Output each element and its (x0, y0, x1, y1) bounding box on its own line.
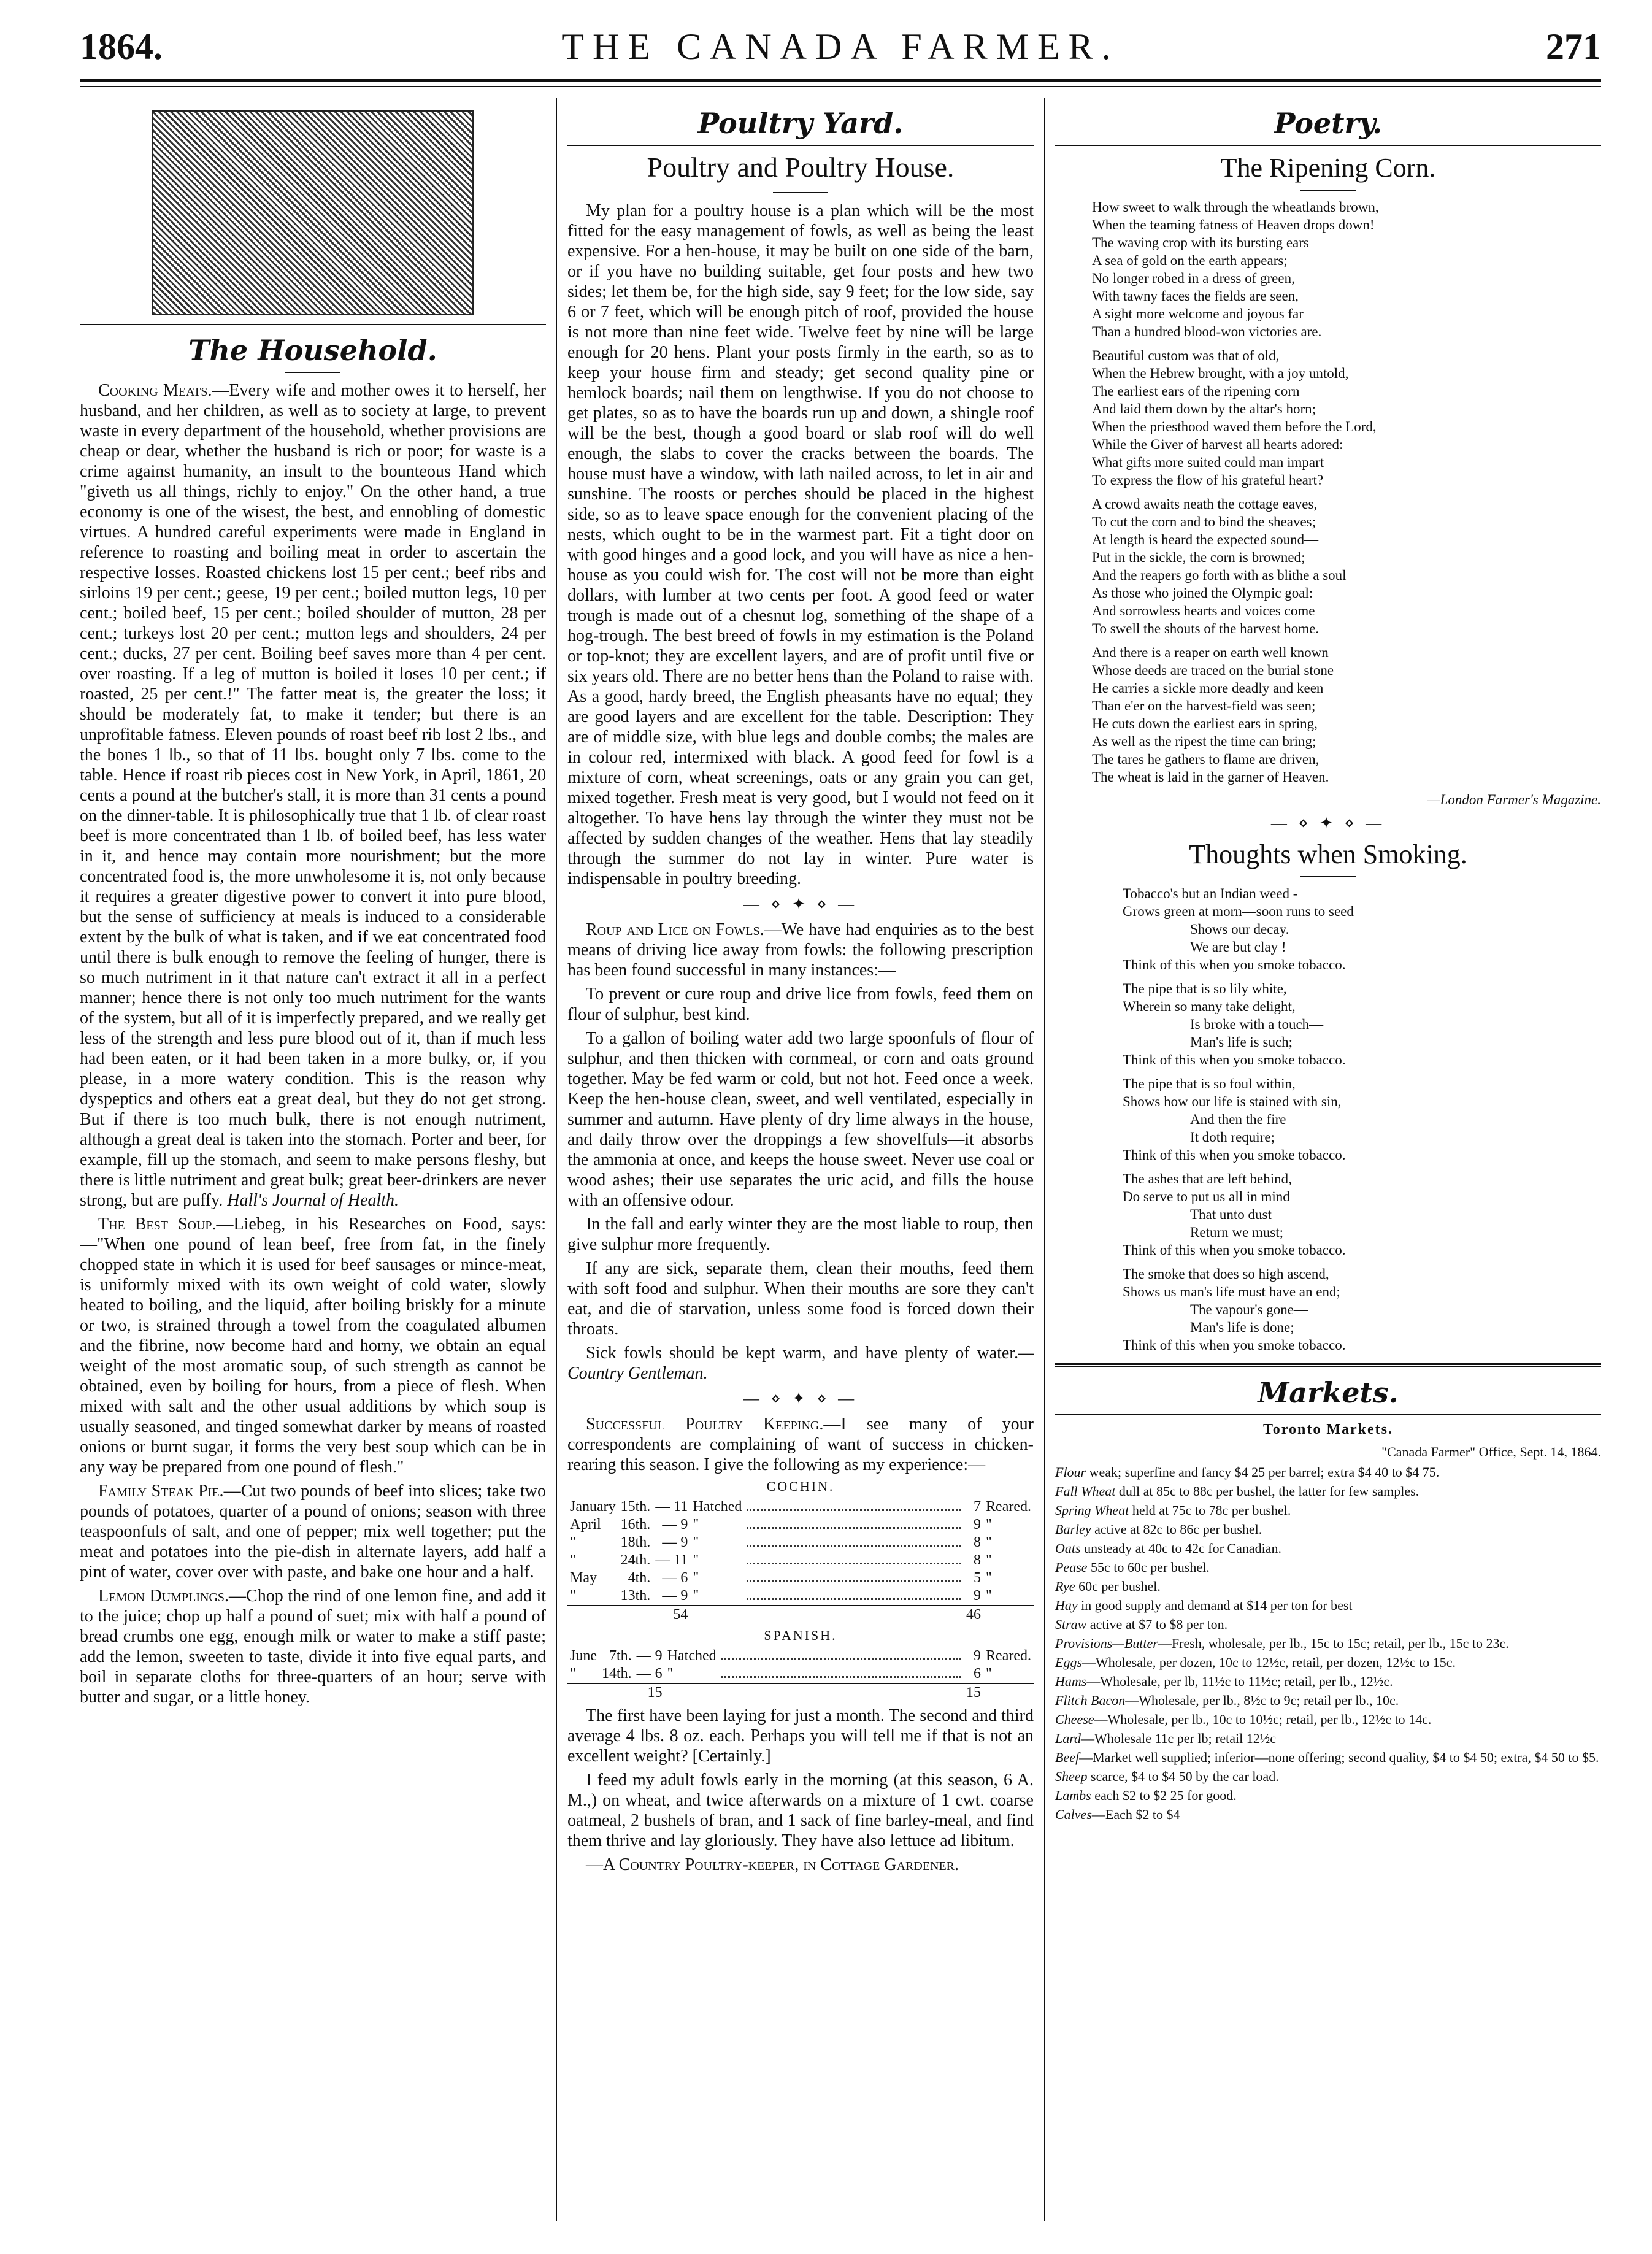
poem-line: That unto dust (1190, 1207, 1272, 1222)
household-woodcut-illustration (152, 110, 474, 315)
article-lead: The Best Soup. (98, 1215, 217, 1234)
section-rule (1055, 1414, 1601, 1415)
cell-hatched-count: — 6 (662, 1570, 688, 1586)
poem-line: And the reapers go forth with as blithe a soul (1092, 567, 1347, 583)
market-text: —Market well supplied; inferior—none offering; second quality, $4 to $4 50; extra, $4 50 to $5. (1079, 1750, 1599, 1765)
cell-month: January (570, 1499, 616, 1515)
cell-day: 4th. (628, 1570, 651, 1586)
cell-hatched-count: — 9 (636, 1648, 663, 1664)
market-entry (1055, 1768, 1601, 1785)
market-entry (1055, 1578, 1601, 1594)
dot-leader (747, 1535, 961, 1547)
section-rule (1055, 145, 1601, 146)
article-paragraph: If any are sick, separate them, clean their mouths, feed them with soft food and sulphur. When their mouths are sore they can't eat, and die of starvation, unless some food is forced down their throats. (567, 1259, 1034, 1339)
market-entry (1055, 1711, 1601, 1728)
cell-hatched-word: " (693, 1517, 699, 1533)
cell-month: May (570, 1570, 597, 1586)
poem-line: The wheat is laid in the garner of Heaven. (1092, 769, 1329, 785)
poem-line: Grows green at morn—soon runs to seed (1123, 904, 1354, 919)
cell-total-hatched: 54 (673, 1607, 688, 1623)
cell-day: 14th. (602, 1666, 632, 1682)
market-text: active at $7 to $8 per ton. (1086, 1617, 1228, 1632)
poem-line: Is broke with a touch— (1190, 1017, 1324, 1032)
heading-rule (1300, 876, 1356, 877)
poem-line: The smoke that does so high ascend, (1123, 1266, 1329, 1282)
table-row (567, 1498, 1034, 1516)
cell-leader (744, 1587, 964, 1606)
market-text: unsteady at 40c to 42c for Canadian. (1080, 1540, 1282, 1556)
market-entry (1055, 1483, 1601, 1499)
section-heading-markets: Markets. (1258, 1376, 1399, 1409)
poem-line: Return we must; (1190, 1225, 1284, 1240)
cell-hatched-count: — 9 (662, 1534, 688, 1550)
article-text: —Cut two pounds of beef into slices; take two pounds of potatoes, quarter of a pound of onions; season with three teaspoonfuls of salt, and one of pepper; mix well together; put the meat and potatoes into the pie-dish in alternate layers, add half a pint of water, cover over with paste, and bake one hour and a half. (80, 1482, 546, 1582)
poem-line: The ashes that are left behind, (1123, 1171, 1292, 1187)
cell-day: 24th. (620, 1552, 651, 1568)
heading-rule (773, 192, 828, 193)
poem-stanza (1092, 198, 1601, 340)
cell-hatched-count: — 11 (655, 1499, 688, 1515)
cell-month: " (570, 1552, 576, 1568)
article-paragraph: To prevent or cure roup and drive lice from fowls, feed them on flour of sulphur, best kind. (567, 985, 1034, 1024)
cell-reared-word: " (986, 1666, 992, 1682)
cell-empty (567, 1683, 599, 1702)
poem-line: When the Hebrew brought, with a joy untold, (1092, 366, 1349, 381)
article-lead: Roup and Lice on Fowls. (586, 920, 764, 939)
page-number: 271 (1546, 26, 1601, 67)
market-entry (1055, 1730, 1601, 1747)
article-lead: Cooking Meats. (98, 381, 212, 400)
cell-day: 16th. (620, 1517, 651, 1533)
market-entry (1055, 1806, 1601, 1823)
column-poetry-markets (1055, 98, 1601, 2221)
poem-ripening-corn (1055, 198, 1601, 786)
masthead-year: 1864. (80, 26, 163, 67)
market-text: dull at 85c to 88c per bushel, the latter for few samples. (1115, 1483, 1420, 1499)
poem-line: Shows how our life is stained with sin, (1123, 1094, 1342, 1109)
cell-hatched-word: " (667, 1666, 674, 1682)
table-row (567, 1587, 1034, 1606)
poem-line: Shows us man's life must have an end; (1123, 1284, 1340, 1299)
masthead (80, 26, 1601, 81)
cell-reared-count: 6 (974, 1666, 982, 1682)
heading-rule (1300, 190, 1356, 191)
market-text: 55c to 60c per bushel. (1087, 1560, 1210, 1575)
poem-line: Than a hundred blood-won victories are. (1092, 324, 1322, 339)
poem-stanza (1123, 885, 1601, 974)
poem-line: No longer robed in a dress of green, (1092, 271, 1295, 286)
market-entry (1055, 1673, 1601, 1690)
market-text: held at 75c to 78c per bushel. (1129, 1502, 1291, 1518)
market-item: Calves (1055, 1807, 1092, 1822)
column-poultry (567, 98, 1034, 2221)
cell-hatched-word: " (693, 1588, 699, 1604)
market-entry (1055, 1464, 1601, 1480)
cell-leader (744, 1552, 964, 1569)
table-row (567, 1665, 1034, 1683)
poem-line: How sweet to walk through the wheatlands brown, (1092, 199, 1379, 215)
cell-hatched-word: " (693, 1552, 699, 1568)
cell-leader (744, 1516, 964, 1534)
cell-hatched-word: " (693, 1534, 699, 1550)
ornament-divider: — ⋄ ✦ ⋄ — (743, 1390, 858, 1407)
cell-empty (599, 1683, 634, 1702)
poem-line: When the teaming fatness of Heaven drops down! (1092, 217, 1375, 233)
poem-line: Wherein so many take delight, (1123, 999, 1296, 1014)
market-text: in good supply and demand at $14 per ton for best (1077, 1598, 1353, 1613)
article-lead: Successful Poultry Keeping. (586, 1415, 824, 1434)
poem-title: Thoughts when Smoking. (1189, 839, 1467, 869)
poem-line: He carries a sickle more deadly and keen (1092, 680, 1324, 696)
poem-line: The waving crop with its bursting ears (1092, 235, 1309, 250)
article-paragraph (80, 1214, 546, 1477)
poem-line: And laid them down by the altar's horn; (1092, 401, 1316, 417)
table-row (567, 1552, 1034, 1569)
poem-line: Think of this when you smoke tobacco. (1123, 957, 1346, 972)
cell-leader (744, 1534, 964, 1552)
cell-total-reared: 15 (966, 1685, 982, 1701)
section-heading-household: The Household. (188, 334, 437, 367)
cochin-table (567, 1498, 1034, 1624)
market-entry (1055, 1616, 1601, 1633)
market-item: Oats (1055, 1540, 1081, 1556)
market-entry (1055, 1654, 1601, 1671)
cell-reared-word: " (986, 1517, 992, 1533)
market-item: Flitch Bacon (1055, 1693, 1126, 1708)
article-lead: Family Steak Pie. (98, 1482, 224, 1501)
article-title: Poultry and Poultry House. (647, 152, 955, 183)
cell-reared-word: " (986, 1570, 992, 1586)
market-item: Hay (1055, 1598, 1078, 1613)
poem-line: The earliest ears of the ripening corn (1092, 383, 1300, 399)
heading-rule (285, 372, 340, 373)
market-item: Cheese (1055, 1712, 1094, 1727)
cell-leader (719, 1665, 964, 1683)
poem-line: Put in the sickle, the corn is browned; (1092, 550, 1305, 565)
poem-line: The tares he gathers to flame are driven, (1092, 752, 1320, 767)
article-paragraph (567, 1343, 1034, 1383)
poem-stanza (1092, 644, 1601, 786)
article-text: —Liebeg, in his Researches on Food, says:—"When one pound of lean beef, free from fat, in the finely chopped state in which it is used for beef sausages or mince-meat, is uniformly mixed with its own weight of cold water, slowly heated to boiling, and the liquid, after boiling briskly for a minute or two, is strained through a towel from the coagulated albumen and the fibrine, now become hard and horny, we obtain an equal weight of the most aromatic soup, of such strength as cannot be obtained, even by boiling for hours, from a piece of flesh. When mixed with salt and the other usual additions by which soup is usually seasoned, and tinged somewhat darker by means of roasted onions or burnt sugar, it forms the very best soup which can be in any way be prepared from one pound of flesh." (80, 1215, 546, 1477)
ornament-divider: — ⋄ ✦ ⋄ — (1270, 814, 1386, 832)
cell-empty (983, 1606, 1034, 1624)
cell-reared-count: 5 (974, 1570, 982, 1586)
section-rule (1055, 1363, 1601, 1365)
poem-stanza (1123, 1075, 1601, 1164)
market-text: active at 82c to 86c per bushel. (1091, 1521, 1262, 1537)
cell-total-reared: 46 (966, 1607, 982, 1623)
article-paragraph (80, 380, 546, 1210)
market-item: Pease (1055, 1560, 1088, 1575)
market-item: Sheep (1055, 1769, 1088, 1784)
market-text: —Wholesale, per lb., 8½c to 9c; retail per lb., 10c. (1125, 1693, 1399, 1708)
poem-line: A sea of gold on the earth appears; (1092, 253, 1288, 268)
market-item: Lambs (1055, 1788, 1091, 1803)
article-paragraph (567, 920, 1034, 980)
section-rule (80, 324, 546, 325)
cell-month: June (570, 1648, 597, 1664)
poem-line: The pipe that is so lily white, (1123, 981, 1287, 996)
cell-reared-count: 9 (974, 1588, 982, 1604)
poem-line: As well as the ripest the time can bring; (1092, 734, 1316, 749)
market-item: Lard (1055, 1731, 1081, 1746)
poem-line: While the Giver of harvest all hearts adored: (1092, 437, 1343, 452)
article-lead: Lemon Dumplings. (98, 1587, 229, 1606)
market-item: Provisions—Butter (1055, 1636, 1158, 1651)
market-entry (1055, 1635, 1601, 1652)
column-divider (556, 98, 557, 2221)
cell-reared-word: Reared. (986, 1499, 1031, 1515)
markets-dateline: "Canada Farmer" Office, Sept. 14, 1864. (1381, 1444, 1601, 1460)
market-text: each $2 to $2 25 for good. (1091, 1788, 1237, 1803)
cell-hatched-count: — 6 (636, 1666, 663, 1682)
poem-line: We are but clay ! (1190, 939, 1286, 955)
article-paragraph: In the fall and early winter they are the most liable to roup, then give sulphur more frequently. (567, 1215, 1034, 1254)
article-paragraph: My plan for a poultry house is a plan which will be the most fitted for the easy management of fowls, as well as being the least expensive. For a hen-house, it may be built on one side of the barn, or if you have no building suitable, get four posts and hew two sides; let them be, for the high side, say 9 feet; for the low side, say 6 or 7 feet, which will be enough pitch of roof, provided the house is not more than nine feet wide. Twelve feet by nine will be large enough for 20 hens. Plant your posts firmly in the earth, so as to keep your house firm and steady; get second quality pine or hemlock boards; nail them on lengthwise. If you do not choose to get plates, so as to have the boards run up and down, a shingle roof will be the best, though a good board or slab roof will do well enough, the slabs to cover the cracks between the boards. The house must have a window, with lath nailed across, to let in air and sunshine. The roosts or perches should be placed in the highest side, so as to leave space enough for the convenient placing of the nests, which ought to be in the warmest part. Fit a tight door on with good hinges and a good lock, and you will have as nice a hen-house as you could wish for. The cost will not be more than eight dollars, with lumber at two cents per foot. A good feed or water trough is made out of a chesnut log, something of the shape of a hog-trough. The best breed of fowls in my estimation is the Poland or top-knot; they are excellent layers, and are of profit until five or six years old. There are no better hens than the Poland to raise with. As a good, hardy breed, the English pheasants have no equal; they are good layers and are excellent for the table. Description: They are of middle size, with blue legs and double combs; the males are in colour red, intermixed with black. A good feed for fowl is a mixture of corn, wheat screenings, oats or any grain you can get, mixed together. Fresh meat is very good, but I would not feed on it altogether. To have hens lay through the winter they must not be affected by sudden changes of the weather. Hens that lay steadily through the summer do not lay in winter. Pure water is indispensable in poultry breeding. (567, 201, 1034, 888)
market-entry (1055, 1597, 1601, 1614)
article-paragraph (567, 1414, 1034, 1475)
article-text: —Every wife and mother owes it to herself, her husband, and her children, as well as to society at large, to prevent waste in every department of the household, whether provisions are cheap or dear, whether the husband is rich or poor; for waste is a crime against humanity, an insult to the bounteous Hand which "giveth us all things, richly to enjoy." On the other hand, a true economy is one of the wisest, the best, and ennobling of domestic virtues. A hundred careful experiments were made in England in reference to roasting and boiling meat in order to ascertain the respective losses. Roasted chickens lost 15 per cent.; beef ribs and sirloins 19 per cent.; geese, 19 per cent.; boiled mutton legs, 10 per cent.; boiled beef, 15 per cent.; boiled shoulder of mutton, 28 per cent.; turkeys lost 20 per cent.; mutton legs and shoulders, 24 per cent.; ducks, 27 per cent. Boiling beef saves more than 4 per cent. over roasting. If a leg of mutton is boiled it loses 10 per cent.; if roasted, 25 per cent.!" The fatter meat is, the greater the loss; it should be moderately fat, to make it tender; but there is an unprofitable fatness. Eleven pounds of roast beef rib lost 2 lbs., and the bones 1 lb., so that of 11 lbs. bought only 7 lbs. come to the table. Hence if roast rib pieces cost in New York, in April, 1861, 20 cents a pound at the butcher's stall, it is more than 31 cents a pound on the dinner-table. It is philosophically true that 1 lb. of clear roast beef is more concentrated than 1 lb. of boiled beef, has less water in it, and hence may contain more nourishment; but the more concentrated food is, the more unwholesome it is, not only because it requires a greater digestive power to convert it into pure blood, but the sense of sufficiency at meals is induced to a considerable extent by the bulk of what is taken, and if we eat concentrated food until there is bulk enough to remove the feeling of hunger, there is so much nutriment in it that nature can't extract it all in a perfect manner; hence there is not only too much nutriment for the wants of the system, but all of it is imperfectly prepared, and we really get less of the strength and less pure blood out of it, than if much less had been eaten, or it had been taken in a more bulky, or, if you please, in a more watery condition. This is the reason why dyspeptics and others eat a great deal, but they do not get strong. But if there is too much bulk, there is not enough nutriment, although a great deal is taken into the stomach. Porter and beer, for example, fill up the stomach, and seem to make persons fleshy, but there is little nutriment and great bulk; great beer-drinkers are never strong, but are puffy. (80, 381, 546, 1210)
market-reports (1055, 1464, 1601, 1823)
poem-line: Man's life is done; (1190, 1320, 1294, 1335)
section-rule (567, 145, 1034, 146)
cell-reared-word: Reared. (986, 1648, 1031, 1664)
cell-day: 13th. (620, 1588, 651, 1604)
ornament-divider: — ⋄ ✦ ⋄ — (743, 895, 858, 913)
cell-hatched-word: Hatched (667, 1648, 717, 1664)
market-text: —Each $2 to $4 (1091, 1807, 1180, 1822)
article-paragraph (80, 1481, 546, 1582)
household-articles (80, 380, 546, 1707)
cell-total-hatched: 15 (647, 1685, 663, 1701)
poem-credit: —London Farmer's Magazine. (1427, 792, 1601, 807)
poem-line: It doth require; (1190, 1129, 1275, 1145)
market-item: Spring Wheat (1055, 1502, 1129, 1518)
poem-title: The Ripening Corn. (1220, 153, 1436, 183)
cell-reared-count: 9 (974, 1648, 982, 1664)
poem-line: Tobacco's but an Indian weed - (1123, 886, 1298, 901)
poem-line: Shows our decay. (1190, 921, 1289, 937)
cell-empty (690, 1606, 744, 1624)
citation: —A Country Poultry-keeper, in Cottage Gardener. (586, 1855, 959, 1874)
market-item: Rye (1055, 1579, 1075, 1594)
poem-thoughts-when-smoking (1055, 885, 1601, 1354)
market-text: scarce, $4 to $4 50 by the car load. (1087, 1769, 1279, 1784)
cell-hatched-word: Hatched (693, 1499, 742, 1515)
masthead-rule (80, 79, 1601, 82)
market-entry (1055, 1787, 1601, 1804)
market-text: —Wholesale, per lb, 11½c to 11½c; retail, per lb., 12½c. (1086, 1674, 1393, 1689)
cell-reared-count: 7 (974, 1499, 982, 1515)
masthead-title: THE CANADA FARMER. (561, 26, 1120, 67)
cell-empty (983, 1683, 1034, 1702)
poem-stanza (1092, 495, 1601, 637)
dot-leader (747, 1499, 961, 1511)
market-item: Barley (1055, 1521, 1091, 1537)
cell-reared-count: 9 (974, 1517, 982, 1533)
breed-label-cochin: COCHIN. (766, 1479, 835, 1494)
market-text: weak; superfine and fancy $4 25 per barrel; extra $4 40 to $4 75. (1086, 1464, 1440, 1480)
masthead-rule-thin (80, 86, 1601, 87)
poem-line: He cuts down the earliest ears in spring, (1092, 716, 1318, 731)
article-text: —I see many of your correspondents are complaining of want of success in chicken-rearing this season. I give the following as my experience:— (567, 1415, 1034, 1474)
dot-leader (721, 1648, 961, 1660)
market-item: Straw (1055, 1617, 1087, 1632)
cell-hatched-word: " (693, 1570, 699, 1586)
cell-reared-word: " (986, 1534, 992, 1550)
poem-line: And then the fire (1190, 1112, 1286, 1127)
cell-day: 15th. (620, 1499, 651, 1515)
poem-line: When the priesthood waved them before the Lord, (1092, 419, 1377, 434)
section-heading-poultry-yard: Poultry Yard. (697, 107, 904, 140)
section-rule-thin (1055, 1366, 1601, 1367)
cell-empty (665, 1683, 719, 1702)
poem-line: The pipe that is so foul within, (1123, 1076, 1296, 1091)
market-item: Hams (1055, 1674, 1087, 1689)
cell-leader (744, 1498, 964, 1516)
market-text: —Fresh, wholesale, per lb., 15c to 15c; retail, per lb., 15c to 23c. (1158, 1636, 1509, 1651)
poem-line: Think of this when you smoke tobacco. (1123, 1147, 1346, 1163)
poem-line: As those who joined the Olympic goal: (1092, 585, 1313, 601)
cell-day: 18th. (620, 1534, 651, 1550)
market-text: 60c per bushel. (1075, 1579, 1161, 1594)
cell-empty (618, 1606, 653, 1624)
cell-reared-count: 8 (974, 1552, 982, 1568)
market-entry (1055, 1521, 1601, 1537)
cell-day: 7th. (609, 1648, 632, 1664)
citation: Hall's Journal of Health. (223, 1191, 399, 1210)
poem-line: To cut the corn and to bind the sheaves; (1092, 514, 1316, 529)
poem-stanza (1123, 1170, 1601, 1259)
poem-line: Whose deeds are traced on the burial stone (1092, 663, 1334, 678)
cell-reared-word: " (986, 1552, 992, 1568)
dot-leader (747, 1588, 961, 1600)
cell-reared-word: " (986, 1588, 992, 1604)
poem-line: The vapour's gone— (1190, 1302, 1308, 1317)
market-item: Beef (1055, 1750, 1080, 1765)
cell-leader (744, 1569, 964, 1587)
poem-stanza (1123, 1265, 1601, 1354)
table-row (567, 1647, 1034, 1665)
article-text: Sick fowls should be kept warm, and have plenty of water. (586, 1344, 1019, 1363)
citation: —Country Gentleman. (567, 1344, 1034, 1383)
table-total-row (567, 1683, 1034, 1702)
poem-line: Think of this when you smoke tobacco. (1123, 1242, 1346, 1258)
table-row (567, 1569, 1034, 1587)
poem-line: And sorrowless hearts and voices come (1092, 603, 1315, 618)
table-row (567, 1534, 1034, 1552)
cell-reared-count: 8 (974, 1534, 982, 1550)
poem-stanza (1123, 980, 1601, 1069)
poem-line: Man's life is such; (1190, 1034, 1293, 1050)
poem-line: A crowd awaits neath the cottage eaves, (1092, 496, 1318, 512)
dot-leader (747, 1553, 961, 1564)
table-total-row (567, 1606, 1034, 1624)
dot-leader (721, 1666, 961, 1678)
cell-leader (719, 1647, 964, 1665)
cell-month: April (570, 1517, 601, 1533)
poem-line: And there is a reaper on earth well known (1092, 645, 1329, 660)
column-divider (1044, 98, 1045, 2221)
cell-hatched-count: — 9 (662, 1588, 688, 1604)
poem-line: What gifts more suited could man impart (1092, 455, 1324, 470)
section-heading-poetry: Poetry. (1274, 107, 1383, 140)
cell-empty (719, 1683, 964, 1702)
poem-line: Think of this when you smoke tobacco. (1123, 1337, 1346, 1353)
dot-leader (747, 1571, 961, 1582)
market-text: —Wholesale, per dozen, 10c to 12½c, retail, per dozen, 12½c to 15c. (1082, 1655, 1456, 1670)
spanish-table (567, 1647, 1034, 1702)
article-paragraph: To a gallon of boiling water add two large spoonfuls of flour of sulphur, and then thicken with cornmeal, or corn and oats ground together. May be fed warm or cold, but not hot. Feed once a week. Keep the hen-house clean, sweet, and well ventilated, especially in summer and autumn. Have plenty of dry lime always in the house, and daily throw over the droppings a few shovelfuls—it absorbs the ammonia at once, and keeps the house sweet. Never use coal or wood ashes; their use separates the uric acid, and fills the house with an offensive odour. (567, 1029, 1034, 1210)
cell-month: " (570, 1666, 576, 1682)
market-item: Fall Wheat (1055, 1483, 1116, 1499)
market-item: Flour (1055, 1464, 1086, 1480)
cell-empty (744, 1606, 964, 1624)
market-entry (1055, 1692, 1601, 1709)
article-paragraph: I feed my adult fowls early in the morning (at this season, 6 A. M.,) on wheat, and twice afterwards on a mixture of 1 cwt. coarse oatmeal, 2 bushels of bran, and 1 sack of fine barley-meal, and find them thrive and lay gloriously. They have also lettuce ad libitum. (567, 1771, 1034, 1850)
poem-line: Than e'er on the harvest-field was seen; (1092, 698, 1316, 714)
poem-line: Think of this when you smoke tobacco. (1123, 1052, 1346, 1067)
market-text: —Wholesale, per lb., 10c to 10½c; retail, per lb., 12½c to 14c. (1094, 1712, 1432, 1727)
cell-month: " (570, 1534, 576, 1550)
column-household (80, 98, 546, 2221)
article-text: —We have had enquiries as to the best means of driving lice away from fowls: the following prescription has been found successful in many instances:— (567, 920, 1034, 980)
poem-line: To swell the shouts of the harvest home. (1092, 621, 1320, 636)
markets-subheading: Toronto Markets. (1263, 1421, 1393, 1437)
poem-stanza (1092, 347, 1601, 489)
poem-line: A sight more welcome and joyous far (1092, 306, 1304, 321)
cell-month: " (570, 1588, 576, 1604)
market-text: —Wholesale 11c per lb; retail 12½c (1080, 1731, 1277, 1746)
cell-hatched-count: — 11 (655, 1552, 688, 1568)
market-entry (1055, 1540, 1601, 1556)
poem-line: To express the flow of his grateful heart? (1092, 472, 1324, 488)
article-paragraph: The first have been laying for just a month. The second and third average 4 lbs. 8 oz. each. Perhaps you will tell me if that is not an excellent weight? [Certainly.] (567, 1706, 1034, 1766)
poem-line: Beautiful custom was that of old, (1092, 348, 1280, 363)
breed-label-spanish: SPANISH. (764, 1628, 837, 1643)
table-row (567, 1516, 1034, 1534)
poem-line: At length is heard the expected sound— (1092, 532, 1319, 547)
market-entry (1055, 1502, 1601, 1518)
poem-line: Do serve to put us all in mind (1123, 1189, 1290, 1204)
poem-line: With tawny faces the fields are seen, (1092, 288, 1299, 304)
dot-leader (747, 1517, 961, 1529)
cell-empty (567, 1606, 618, 1624)
market-item: Eggs (1055, 1655, 1082, 1670)
market-entry (1055, 1749, 1601, 1766)
article-text: —Chop the rind of one lemon fine, and add it to the juice; chop up half a pound of suet; mix with half a pound of bread crumbs one egg, enough milk or water to make a stiff paste; add the lemon, sweeten to taste, divide it into five equal parts, and boil in separate cloths for three-quarters of an hour; serve with butter and sugar, or a little honey. (80, 1587, 546, 1707)
market-entry (1055, 1559, 1601, 1575)
cell-hatched-count: — 9 (662, 1517, 688, 1533)
article-paragraph (80, 1586, 546, 1707)
